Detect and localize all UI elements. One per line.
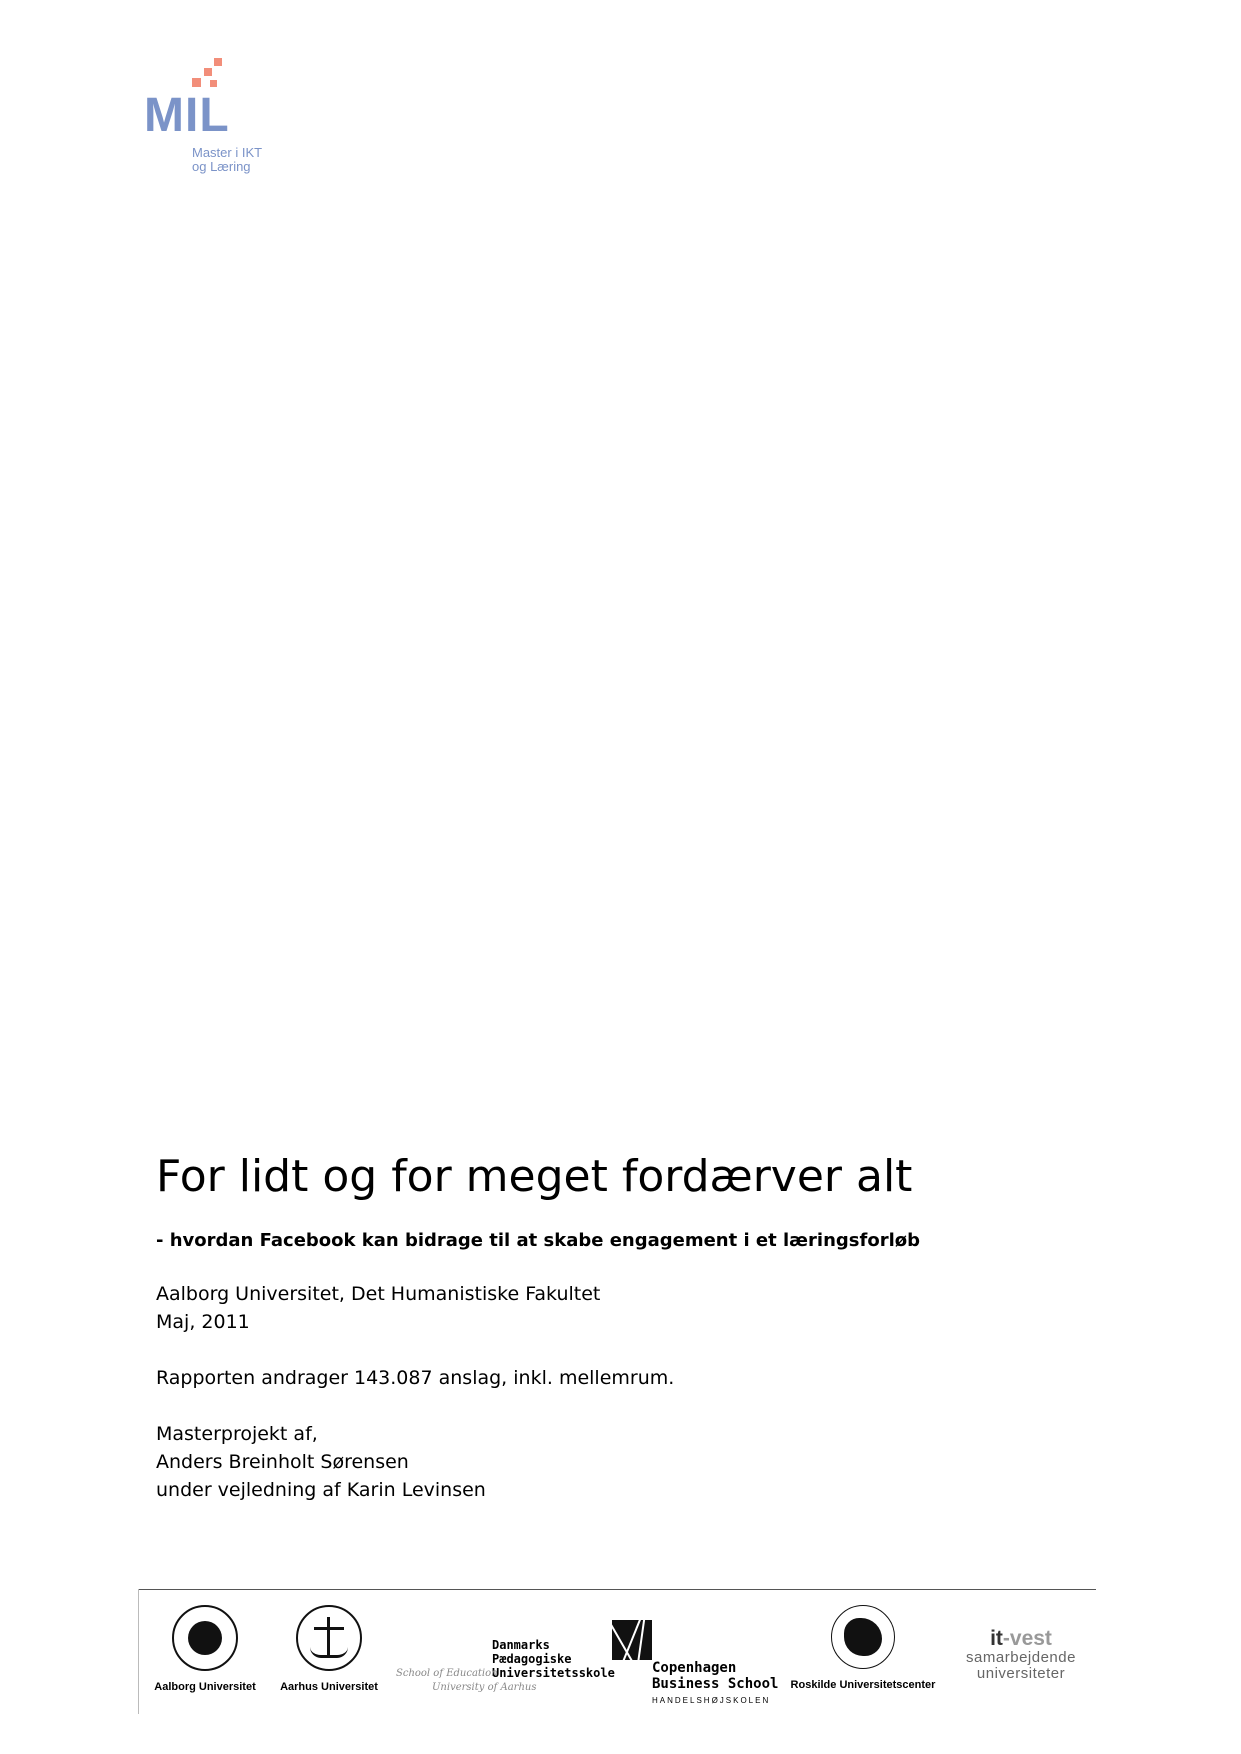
footer-divider bbox=[138, 1589, 1096, 1590]
it-vest-logo bbox=[956, 1628, 1086, 1682]
mil-tagline-line-1: Master i IKT bbox=[192, 145, 263, 160]
dpu-logo bbox=[396, 1638, 615, 1698]
aarhus-university-logo bbox=[274, 1605, 384, 1693]
cbs-handelshojskolen: HANDELSHØJSKOLEN bbox=[652, 1696, 771, 1705]
it-vest-wordmark: it-vest bbox=[990, 1627, 1052, 1650]
roskilde-university-logo bbox=[788, 1605, 938, 1691]
footer-left-line bbox=[138, 1589, 139, 1714]
aalborg-seal-icon bbox=[172, 1605, 238, 1671]
mil-tagline-line-2: og Læring bbox=[192, 159, 251, 174]
dpu-university-of-aarhus: University of Aarhus bbox=[432, 1682, 537, 1693]
roskilde-seal-icon bbox=[831, 1605, 895, 1669]
cbs-logo bbox=[612, 1620, 779, 1710]
project-line: Masterprojekt af, bbox=[156, 1423, 318, 1445]
author-name: Anders Breinholt Sørensen bbox=[156, 1451, 409, 1473]
cbs-mark-icon bbox=[612, 1620, 652, 1660]
institution-block bbox=[156, 1280, 600, 1336]
date: Maj, 2011 bbox=[156, 1311, 250, 1333]
dpu-name: Danmarks Pædagogiske Universitetsskole bbox=[492, 1638, 615, 1680]
dpu-school-of-education: School of Education bbox=[396, 1668, 498, 1679]
mil-logo bbox=[144, 56, 284, 176]
aalborg-university-caption: Aalborg Universitet bbox=[154, 1681, 256, 1693]
cbs-name: Copenhagen Business School bbox=[652, 1660, 779, 1692]
length-note-block bbox=[156, 1364, 674, 1392]
institution: Aalborg Universitet, Det Humanistiske Fakultet bbox=[156, 1283, 601, 1305]
document-title: For lidt og for meget fordærver alt bbox=[156, 1151, 913, 1202]
it-vest-samarbejdende: samarbejdende bbox=[966, 1649, 1076, 1666]
mil-logo-word: MIL bbox=[144, 89, 230, 142]
aarhus-university-caption: Aarhus Universitet bbox=[280, 1681, 378, 1693]
roskilde-university-caption: Roskilde Universitetscenter bbox=[790, 1679, 936, 1691]
aalborg-university-logo bbox=[150, 1605, 260, 1693]
it-vest-universiteter: universiteter bbox=[976, 1665, 1066, 1682]
document-subtitle: - hvordan Facebook kan bidrage til at skabe engagement i et læringsforløb bbox=[156, 1230, 920, 1251]
author-block bbox=[156, 1420, 486, 1504]
aarhus-seal-icon bbox=[296, 1605, 362, 1671]
mil-logo-tagline bbox=[192, 146, 262, 174]
supervisor: under vejledning af Karin Levinsen bbox=[156, 1479, 486, 1501]
length-note: Rapporten andrager 143.087 anslag, inkl. mellemrum. bbox=[156, 1367, 675, 1389]
